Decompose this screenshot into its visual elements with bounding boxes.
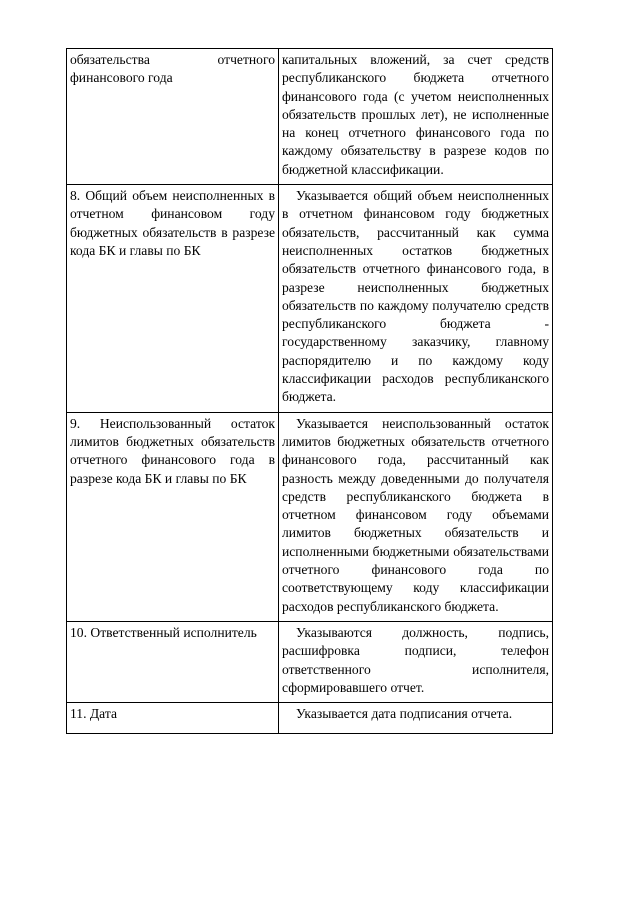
field-name-cell: 11. Дата [67,703,279,734]
table-row [67,185,553,413]
table-row [67,49,553,185]
field-description-cell: Указывается дата подписания отчета. [279,703,553,734]
table-row [67,621,553,702]
field-description-cell: Указываются должность, подпись, расшифровка подписи, телефон ответственного исполнителя, сформировавшего отчет. [279,621,553,702]
field-name-cell: 10. Ответственный исполнитель [67,621,279,702]
field-description-cell: капитальных вложений, за счет средств республиканского бюджета отчетного финансового года (с учетом неисполненных обязательств прошлых лет), не исполненные на конец отчетного финансового года по каждому обязательству в разрезе кодов по бюджетной классификации. [279,49,553,185]
field-name-cell: обязательства отчетного финансового года [67,49,279,185]
field-name-cell: 9. Неиспользованный остаток лимитов бюджетных обязательств отчетного финансового года в разрезе кода БК и главы по БК [67,412,279,621]
field-description-cell: Указывается общий объем неисполненных в отчетном финансовом году бюджетных обязательств, рассчитанный как сумма неисполненных остатков бюджетных обязательств отчетного финансового года, в разрезе неисполненных бюджетных обязательств по каждому получателю средств республиканского бюджета - государственному заказчику, главному распорядителю и по каждому коду классификации расходов республиканского бюджета. [279,185,553,413]
field-name-cell: 8. Общий объем неисполненных в отчетном финансовом году бюджетных обязательств в разрезе кода БК и главы по БК [67,185,279,413]
table-row [67,703,553,734]
table-row [67,412,553,621]
report-fields-table [66,48,553,734]
field-description-cell: Указывается неиспользованный остаток лимитов бюджетных обязательств отчетного финансового года, рассчитанный как разность между доведенными до получателя средств республиканского бюджета в отчетном финансовом году объемами лимитов бюджетных обязательств и исполненными бюджетными обязательствами отчетного финансового года по соответствующему коду классификации расходов республиканского бюджета. [279,412,553,621]
